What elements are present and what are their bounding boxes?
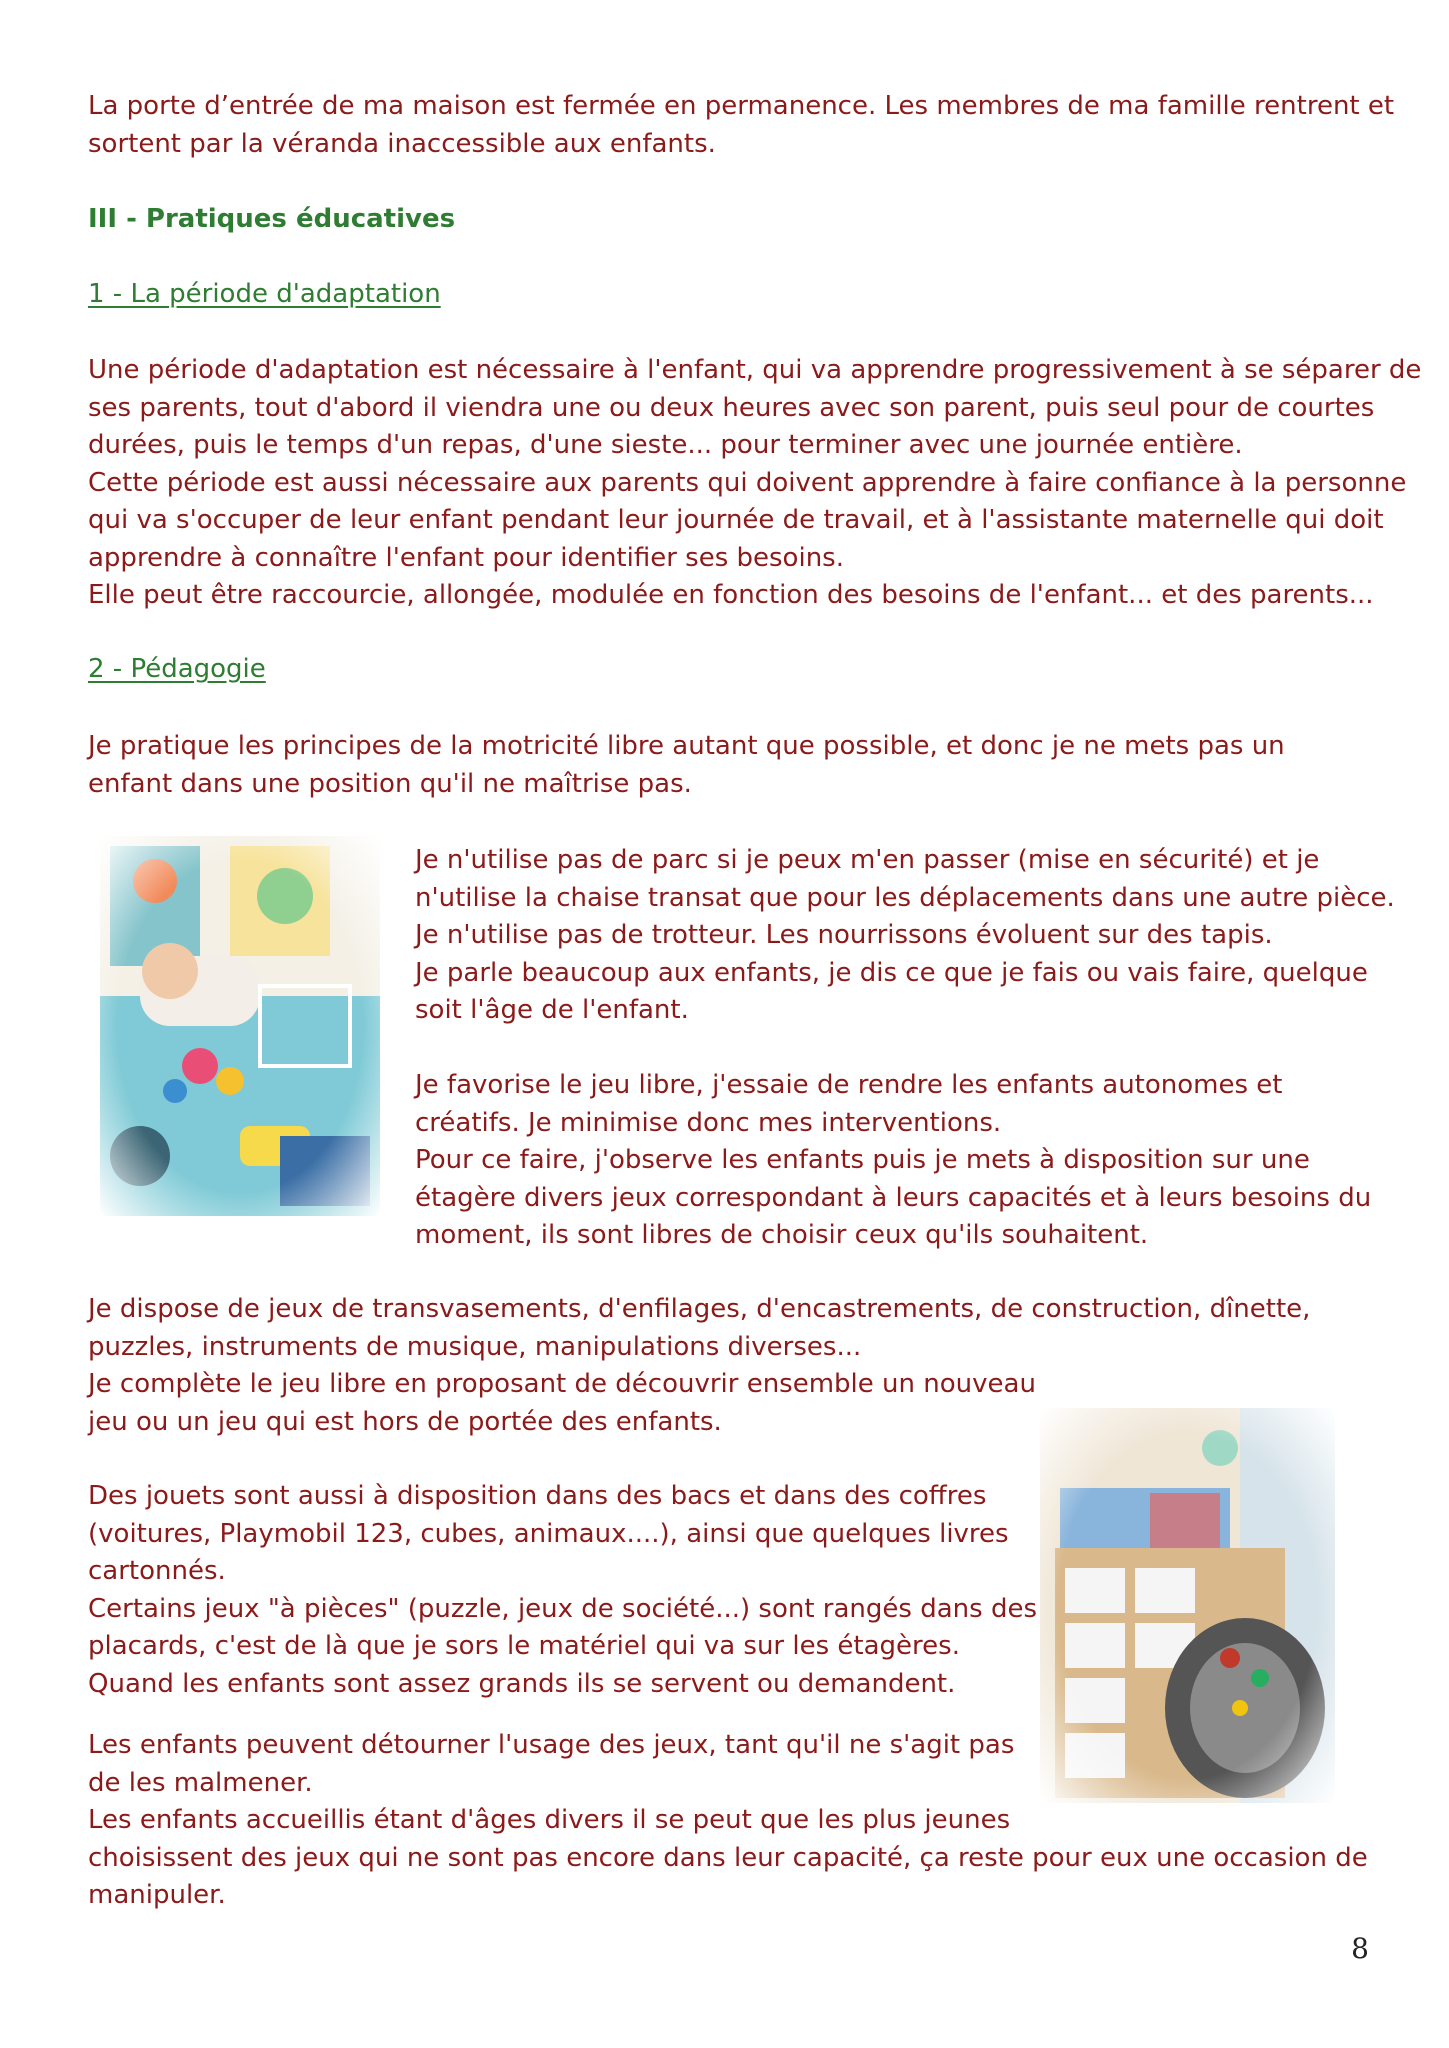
section-title: III - Pratiques éducatives	[88, 204, 456, 234]
photo1-paragraph-2: Je favorise le jeu libre, j'essaie de rendre les enfants autonomes et créatifs. Je minimise donc mes interventions. Pour ce faire, j'observe les enfants puis je mets à disposition sur une étagère divers jeux correspondant à leurs capacités et à leurs besoins du moment, ils sont libres de choisir ceux qu'ils souhaitent.	[415, 1070, 1372, 1250]
adaptation-paragraph: Une période d'adaptation est nécessaire à l'enfant, qui va apprendre progressivement à se séparer de ses parents, tout d'abord il viendra une ou deux heures avec son parent, puis seul pour de courtes durées, puis le temps d'un repas, d'une sieste... pour terminer avec une journée entière. Cette période est aussi nécessaire aux parents qui doivent apprendre à faire confiance à la personne qui va s'occuper de leur enfant pendant leur journée de travail, et à l'assistante maternelle qui doit apprendre à connaître l'enfant pour identifier ses besoins. Elle peut être raccourcie, allongée, modulée en fonction des besoins de l'enfant... et des parents...	[88, 355, 1422, 610]
motricite-paragraph: Je pratique les principes de la motricité libre autant que possible, et donc je ne mets pas un enfant dans une position qu'il ne maîtrise pas.	[88, 731, 1285, 799]
subsection-title-pedagogie: 2 - Pédagogie	[88, 654, 266, 684]
baby-playmat-photo	[100, 836, 380, 1216]
games-paragraph: Je dispose de jeux de transvasements, d'enfilages, d'encastrements, de construction, dînette, puzzles, instruments de musique, manipulations diverses... Je complète le jeu libre en proposant de découvrir ensemble un nouveau jeu ou un jeu qui est hors de portée des enfants.	[88, 1294, 1311, 1437]
toys-paragraph: Des jouets sont aussi à disposition dans des bacs et dans des coffres (voitures, Playmobil 123, cubes, animaux....), ainsi que quelques livres cartonnés. Certains jeux "à pièces" (puzzle, jeux de société...) sont rangés dans des placards, c'est de là que je sors le matériel qui va sur les étagères. Quand les enfants sont assez grands ils se servent ou demandent.	[88, 1481, 1037, 1699]
page-number: 8	[1351, 1932, 1369, 1965]
usage-paragraph: Les enfants peuvent détourner l'usage des jeux, tant qu'il ne s'agit pas de les malmener. Les enfants accueillis étant d'âges divers il se peut que les plus jeunes choisissent des jeux qui ne sont pas encore dans leur capacité, ça reste pour eux une occasion de manipuler.	[88, 1730, 1368, 1910]
baby-playmat-illustration	[100, 836, 380, 1216]
subsection-title-adaptation: 1 - La période d'adaptation	[88, 279, 441, 309]
intro-paragraph: La porte d’entrée de ma maison est fermée en permanence. Les membres de ma famille rentrent et sortent par la véranda inaccessible aux enfants.	[88, 91, 1395, 159]
photo1-paragraph-1: Je n'utilise pas de parc si je peux m'en passer (mise en sécurité) et je n'utilise la chaise transat que pour les déplacements dans une autre pièce. Je n'utilise pas de trotteur. Les nourrissons évoluent sur des tapis. Je parle beaucoup aux enfants, je dis ce que je fais ou vais faire, quelque soit l'âge de l'enfant.	[415, 845, 1395, 1025]
